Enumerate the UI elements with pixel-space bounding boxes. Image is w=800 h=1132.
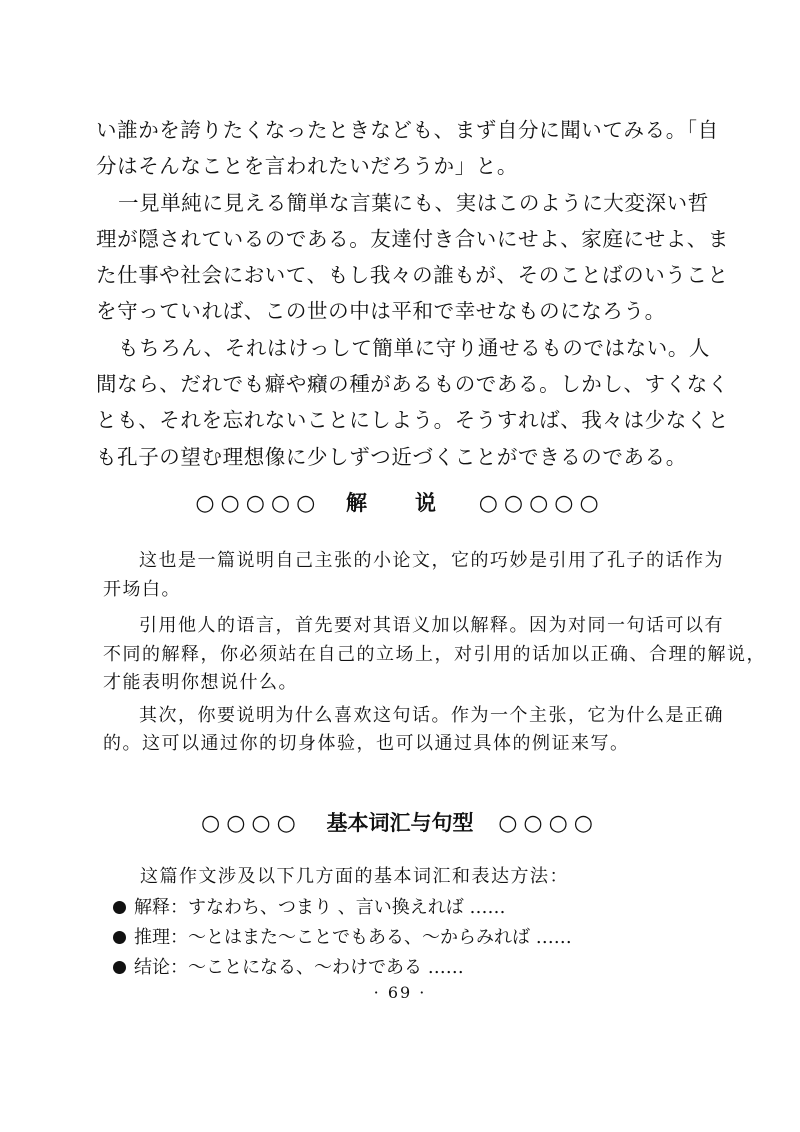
japanese-line: とも、それを忘れないことにしよう。そうすれば、我々は少なくと xyxy=(96,408,729,433)
heading-circles-left: ○○○○ xyxy=(201,811,302,836)
vocab-text: ～ことになる、～わけである …… xyxy=(188,957,464,978)
page-number: · 69 · xyxy=(373,983,427,1002)
japanese-line: 理が隠されているのである。友達付き合いにせよ、家庭にせよ、ま xyxy=(96,226,729,251)
explanation-body xyxy=(103,547,766,759)
list-item xyxy=(113,893,572,923)
explanation-title: 解说 xyxy=(346,491,484,515)
japanese-line: 一見単純に見える簡単な言葉にも、実はこのように大変深い哲 xyxy=(118,190,709,215)
explanation-paragraph xyxy=(103,612,766,698)
explanation-paragraph xyxy=(103,547,724,604)
explanation-line: 这也是一篇说明自己主张的小论文，它的巧妙是引用了孔子的话作为 xyxy=(139,550,724,571)
japanese-passage xyxy=(96,112,729,475)
heading-circles-right: ○○○○○ xyxy=(478,491,605,516)
explanation-line: 不同的解释，你必须站在自己的立场上，对引用的话加以正确、合理的解说， xyxy=(103,643,766,665)
heading-circles-right: ○○○○ xyxy=(498,811,599,836)
list-item xyxy=(113,923,572,953)
explanation-line: 才能表明你想说什么。 xyxy=(103,672,298,693)
explanation-paragraph xyxy=(103,702,724,759)
bullet-icon xyxy=(113,931,126,944)
bullet-icon xyxy=(113,901,126,914)
vocab-title: 基本词汇与句型 xyxy=(326,811,474,835)
explanation-line: 的。这可以通过你的切身体验，也可以通过具体的例证来写。 xyxy=(103,733,630,754)
heading-circles-left: ○○○○○ xyxy=(195,491,322,516)
explanation-line: 开场白。 xyxy=(103,578,181,600)
japanese-line: 分はそんなことを言われたいだろうか」と。 xyxy=(96,154,518,179)
explanation-line: 引用他人的语言，首先要对其语义加以解释。因为对同一句话可以有 xyxy=(139,615,724,636)
vocab-text: ～とはまた～ことでもある、～からみれば …… xyxy=(188,927,572,948)
vocab-label: 结论： xyxy=(134,957,188,978)
vocab-text: すなわち、つまり 、言い換えれば …… xyxy=(188,897,506,918)
japanese-line: 間なら、だれでも癖や癪の種があるものである。しかし、すくなく xyxy=(96,372,729,397)
vocab-label: 推理： xyxy=(134,927,188,948)
japanese-line: もちろん、それはけっして簡単に守り通せるものではない。人 xyxy=(118,335,711,360)
explanation-heading xyxy=(0,487,800,517)
bullet-icon xyxy=(113,961,126,974)
japanese-line: も孔子の望む理想像に少しずつ近づくことができるのである。 xyxy=(96,444,687,469)
vocab-heading xyxy=(0,807,800,837)
vocab-intro: 这篇作文涉及以下几方面的基本词汇和表达方法： xyxy=(140,866,569,887)
vocab-label: 解释： xyxy=(134,897,188,918)
japanese-line: た仕事や社会において、もし我々の誰もが、そのことばのいうこと xyxy=(96,263,729,288)
japanese-line: い誰かを誇りたくなったときなども、まず自分に聞いてみる。「自 xyxy=(96,118,719,142)
vocab-list xyxy=(113,893,572,983)
list-item xyxy=(113,953,572,983)
japanese-line: を守っていれば、この世の中は平和で幸せなものになろう。 xyxy=(96,299,666,324)
explanation-line: 其次，你要说明为什么喜欢这句话。作为一个主张，它为什么是正确 xyxy=(139,704,724,726)
